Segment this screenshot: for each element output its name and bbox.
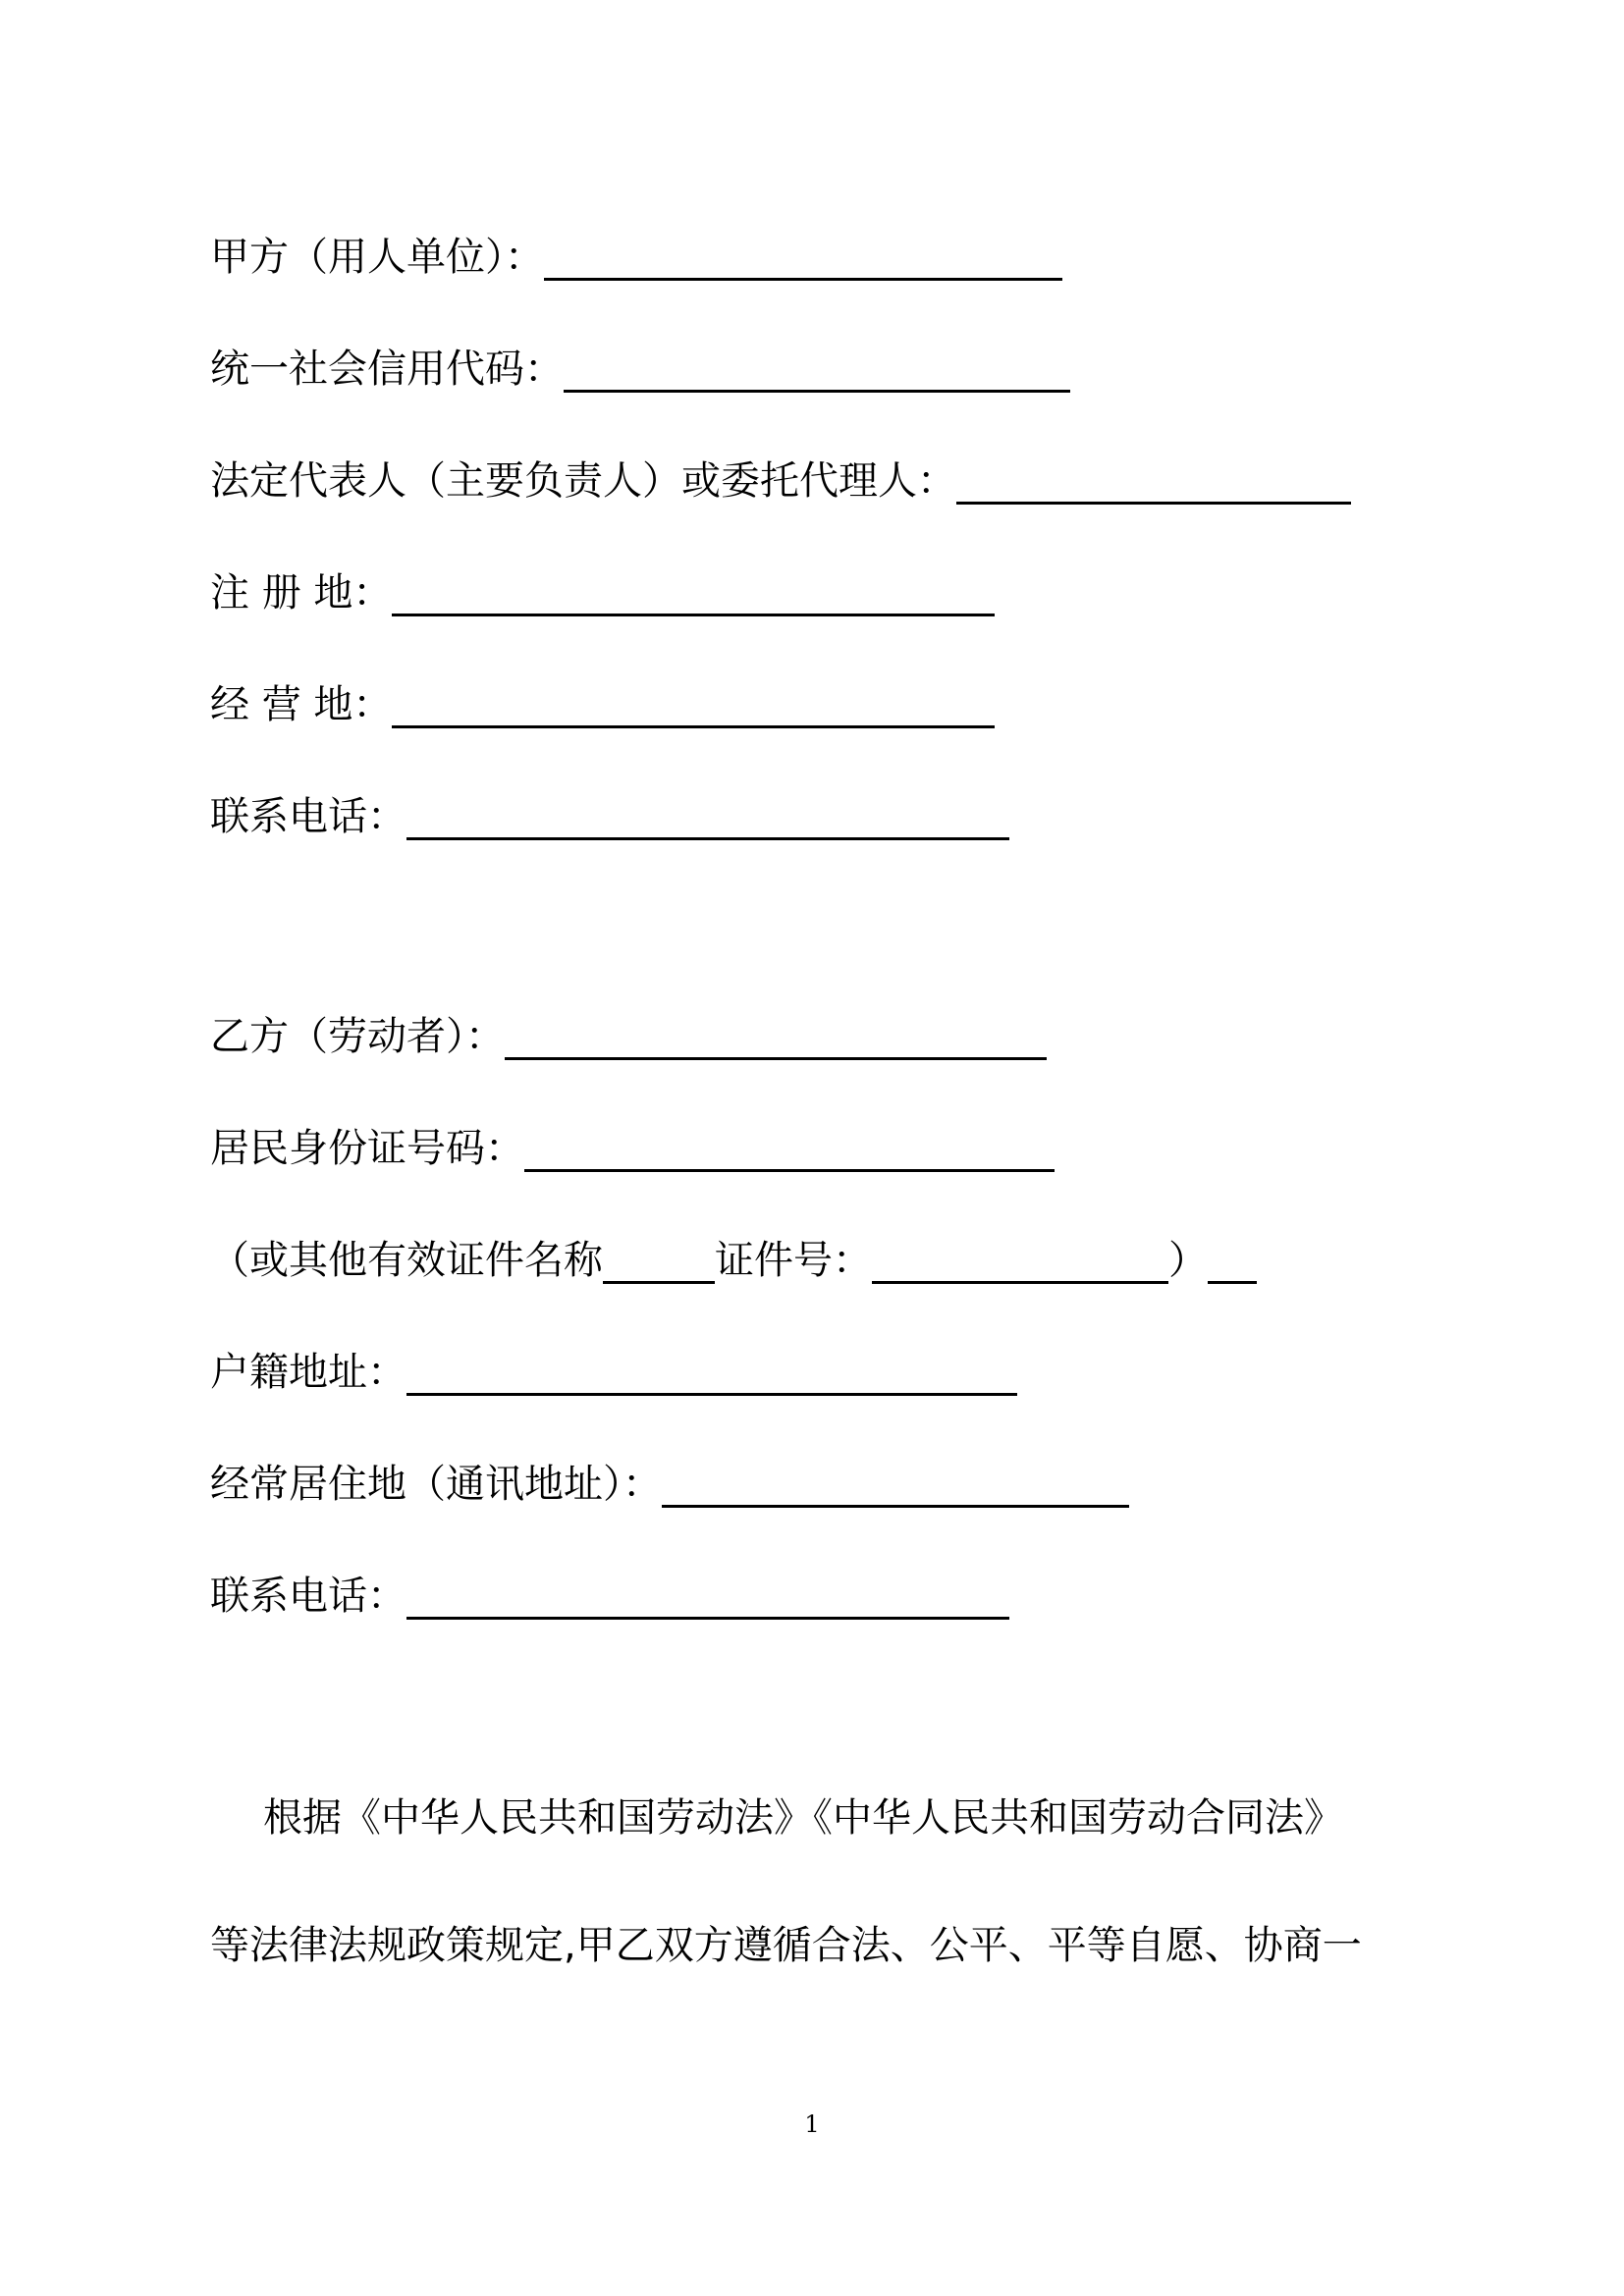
- business-address-field[interactable]: [392, 686, 995, 728]
- party-a-phone-field[interactable]: [406, 798, 1009, 840]
- party-b-worker-field[interactable]: [505, 1018, 1047, 1060]
- residence-label: 经常居住地（通讯地址）：: [210, 1462, 662, 1507]
- credit-code-field[interactable]: [564, 350, 1070, 393]
- id-number-label: 居民身份证号码：: [210, 1126, 524, 1171]
- business-address-row: [210, 675, 995, 734]
- other-id-number-field[interactable]: [872, 1242, 1168, 1284]
- household-address-row: [210, 1343, 1017, 1402]
- id-number-row: [210, 1119, 1055, 1178]
- credit-code-label: 统一社会信用代码：: [210, 347, 564, 392]
- representative-row: [210, 452, 1351, 510]
- household-address-field[interactable]: [406, 1354, 1017, 1396]
- body-line-2: 等法律法规政策规定,甲乙双方遵循合法、公平、平等自愿、协商一: [210, 1923, 1362, 1968]
- other-id-prefix: （或其他有效证件名称: [210, 1238, 603, 1283]
- party-a-unit-row: [210, 228, 1062, 287]
- registered-address-row: [210, 563, 995, 622]
- party-b-phone-row: [210, 1567, 1009, 1626]
- other-id-suffix: ）: [1168, 1238, 1208, 1283]
- other-id-row: [210, 1231, 1257, 1290]
- residence-row: [210, 1455, 1129, 1514]
- residence-field[interactable]: [662, 1466, 1129, 1508]
- page-number: 1: [804, 2110, 820, 2138]
- party-b-phone-field[interactable]: [406, 1577, 1009, 1620]
- body-line-1: 根据《中华人民共和国劳动法》《中华人民共和国劳动合同法》: [263, 1795, 1343, 1841]
- credit-code-row: [210, 340, 1070, 399]
- party-a-unit-label: 甲方（用人单位）：: [210, 235, 544, 280]
- business-address-label: 经 营 地：: [210, 682, 393, 727]
- representative-field[interactable]: [956, 462, 1351, 505]
- registered-address-field[interactable]: [392, 574, 995, 616]
- party-b-worker-label: 乙方（劳动者）：: [210, 1014, 505, 1059]
- registered-address-label: 注 册 地：: [210, 570, 393, 615]
- id-number-field[interactable]: [524, 1130, 1055, 1172]
- party-a-phone-label: 联系电话：: [210, 794, 406, 839]
- other-id-trailing-field[interactable]: [1208, 1242, 1257, 1284]
- other-id-number-label: 证件号：: [715, 1238, 872, 1283]
- other-id-name-field[interactable]: [603, 1242, 715, 1284]
- party-a-unit-field[interactable]: [544, 239, 1062, 281]
- party-b-worker-row: [210, 1007, 1047, 1066]
- party-a-phone-row: [210, 787, 1009, 846]
- representative-label: 法定代表人（主要负责人）或委托代理人：: [210, 458, 956, 504]
- party-b-phone-label: 联系电话：: [210, 1574, 406, 1619]
- household-address-label: 户籍地址：: [210, 1350, 406, 1395]
